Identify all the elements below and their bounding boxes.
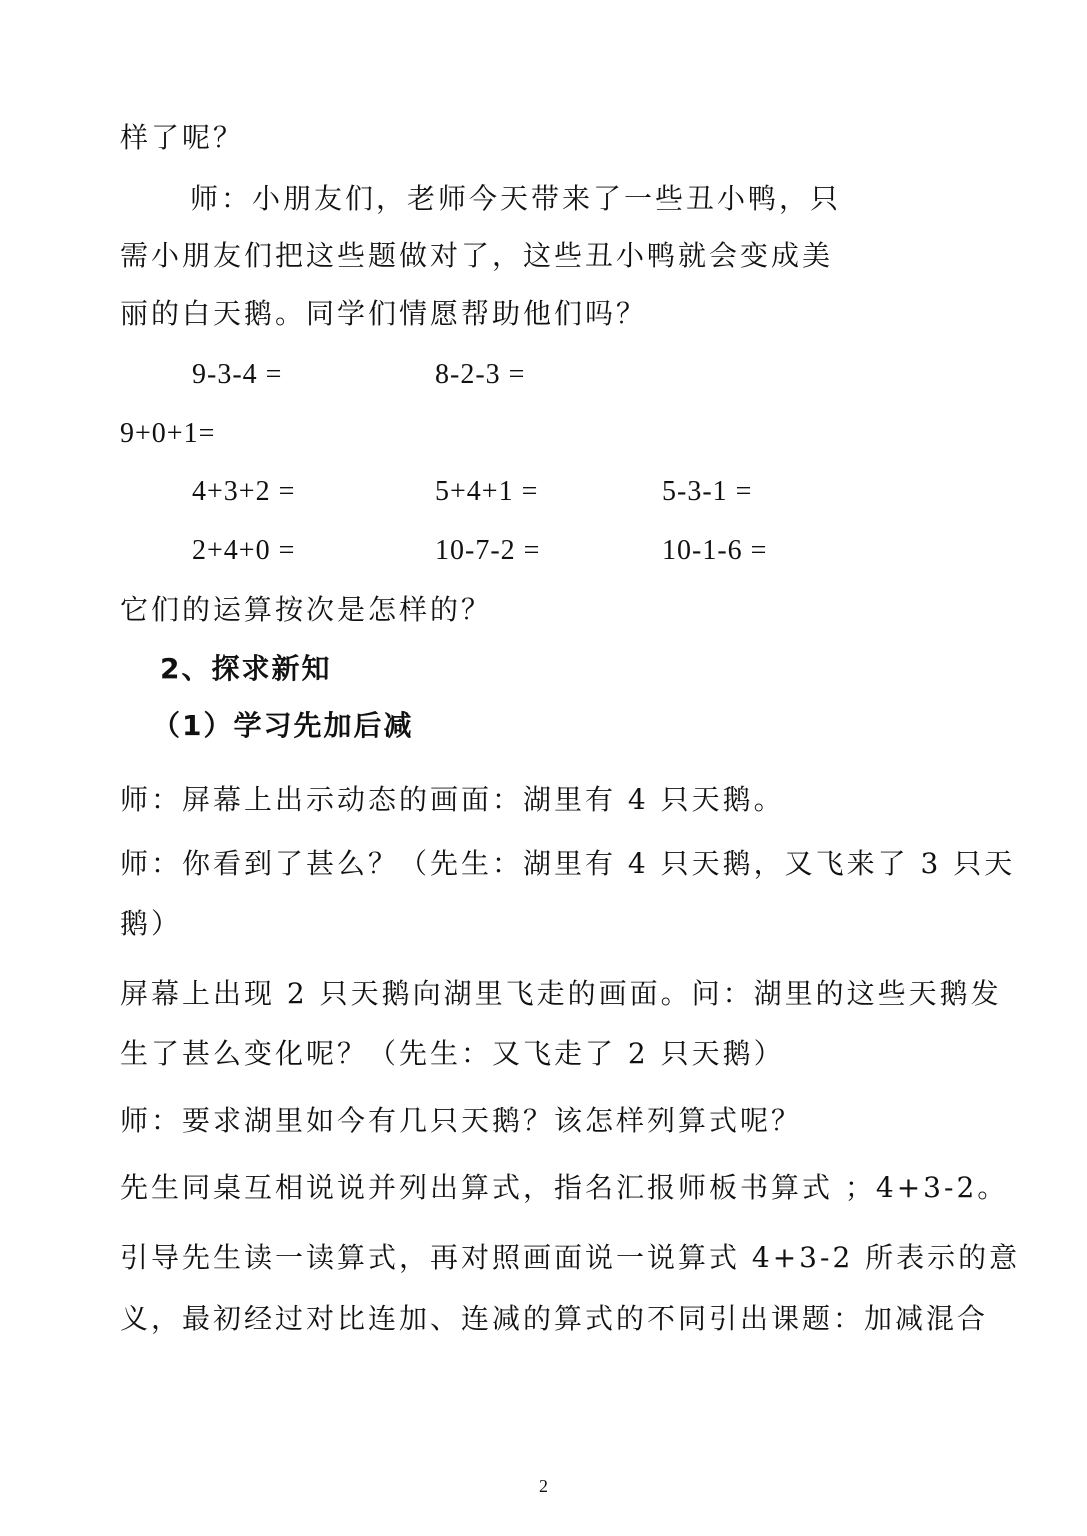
text-line: 屏幕上出现 2 只天鹅向湖里飞走的画面。问：湖里的这些天鹅发 <box>120 977 1002 1010</box>
exercise: 5+4+1 = <box>435 476 539 507</box>
exercise: 10-7-2 = <box>435 535 541 566</box>
subsection-heading: （1）学习先加后减 <box>152 709 414 742</box>
text-line: 样了呢？ <box>120 121 245 154</box>
exercise: 9+0+1= <box>120 418 216 449</box>
text-line: 义，最初经过对比连加、连减的算式的不同引出课题：加减混合 <box>120 1302 989 1335</box>
text-line: 引导先生读一读算式，再对照画面说一说算式 4+3-2 所表示的意 <box>120 1241 1021 1274</box>
exercise: 4+3+2 = <box>192 476 296 507</box>
exercise: 5-3-1 = <box>662 476 753 507</box>
exercise: 10-1-6 = <box>662 535 768 566</box>
text-line: 师：你看到了甚么？（先生：湖里有 4 只天鹅，又飞来了 3 只天 <box>120 847 1016 880</box>
text-line: 需小朋友们把这些题做对了，这些丑小鸭就会变成美 <box>120 239 834 272</box>
text-line: 鹅） <box>120 907 183 940</box>
text-line: 先生同桌互相说说并列出算式，指名汇报师板书算式 ；4+3-2。 <box>120 1171 1009 1204</box>
text-line: 生了甚么变化呢？（先生：又飞走了 2 只天鹅） <box>120 1037 785 1070</box>
exercise: 9-3-4 = <box>192 359 283 390</box>
section-heading: 2、探求新知 <box>160 652 332 685</box>
text-line: 师：屏幕上出示动态的画面：湖里有 4 只天鹅。 <box>120 783 785 816</box>
text-line: 师：要求湖里如今有几只天鹅？该怎样列算式呢？ <box>120 1104 803 1137</box>
exercise: 8-2-3 = <box>435 359 526 390</box>
text-line: 丽的白天鹅。同学们情愿帮助他们吗？ <box>120 297 648 330</box>
text-line: 师：小朋友们，老师今天带来了一些丑小鸭，只 <box>190 182 842 215</box>
page-number: 2 <box>539 1476 548 1496</box>
exercise: 2+4+0 = <box>192 535 296 566</box>
text-line: 它们的运算按次是怎样的？ <box>120 593 493 626</box>
